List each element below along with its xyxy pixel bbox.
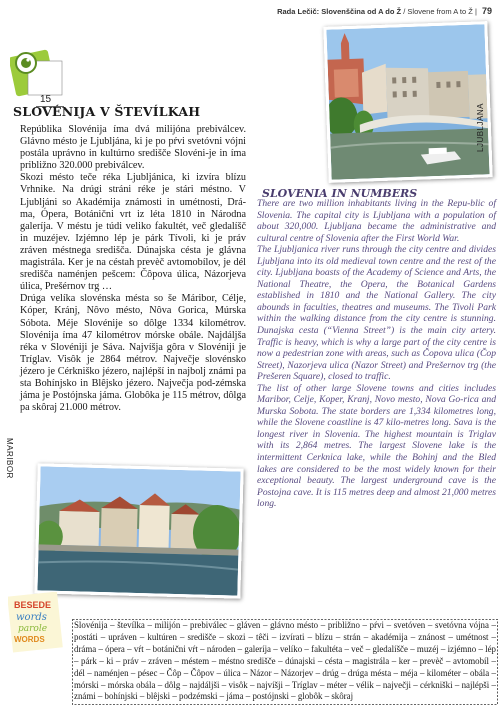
logo-word-words: words bbox=[16, 612, 47, 623]
lesson-number: 15 bbox=[40, 94, 52, 105]
english-paragraph: The Ljubljanica river runs through the city centre and divides Ljubljana into its old medieval town centre and the rest of the city. Ljubljana boasts of the Academy of Science and Arts, the National Theatre, the Opera, the Botanical Gardens established in 1810 and the National Gallery. The city abounds in faculties, theatres and museums. The Tivoli Park within the walking distance from the city centre is stunning. Dunajska cesta (“Vienna Street”) is the main city artery. Traffic is heavy, which is why a large part of the city centre is now a pedestrian zone with areas, such as Čopova ulica (Čop Street), Nazorjeva ulica (Nazor Street) and Prešernov trg (the Prešeren Square), closed to traffic. bbox=[257, 244, 496, 383]
ljubljana-photo bbox=[323, 21, 492, 183]
maribor-label: MARIBOR bbox=[5, 438, 14, 479]
header-sep: / bbox=[401, 7, 408, 16]
logo-word-besede: BESEDE bbox=[14, 600, 52, 610]
ljubljana-label: LJUBLJANA bbox=[476, 103, 485, 152]
vocabulary-logo-icon bbox=[8, 592, 68, 654]
running-header bbox=[270, 6, 492, 20]
english-paragraph: There are two million inhabitants living in the Repu-blic of Slovenia. The capital city is Ljubljana with a population of about 320,000. Ljubljana became the administrative and cultural centre of Slovenia after the First World War. bbox=[257, 198, 496, 244]
header-book-sl: Slovenščina od A do Ž bbox=[321, 7, 402, 16]
slovene-title: SLOVÉNIJA V ŠTEVÍLKAH bbox=[13, 104, 201, 119]
slovene-paragraph: Repúblika Slovénija íma dvá milijóna prebiválcev. Glávno mésto je Ljubljána, ki je po pŕvi svetóvni vójni postála uprávno in kultúrno središče Slovéni-je in íma približno 320.000 prebiválcev. bbox=[20, 124, 246, 172]
logo-word-parole: parole bbox=[18, 624, 48, 634]
slovene-paragraph: Skozi mésto teče réka Ljubljánica, ki izvíra blízu Vrhnike. Na drúgi stráni réke je stári méstno. V Ljubljáni so Akadémija známosti in umétnosti, Drá-ma, Ópera, Botánični vrt iz léta 1810 in Národna galeríja. V méstu je túdi veliko fakultét, več gledalíšč in muzéjev. Izjémno lép je párk Tívoli, ki je práv zráven méstnega središča. Dúnajska césta je glávna magistrála. Ker je na céstah prevèč avtomobílov, je dél središča naménjen pešcem: Čôpova úlica, Názorjeva úlica, Prešérnov trg … bbox=[20, 172, 246, 293]
header-author: Rada Lečič: bbox=[277, 7, 320, 16]
english-text bbox=[257, 198, 496, 510]
slovene-text bbox=[20, 124, 246, 414]
logo-word-words-caps: WORDS bbox=[14, 635, 45, 644]
maribor-photo-image bbox=[37, 466, 240, 595]
header-book-en: Slovene from A to Ž bbox=[407, 7, 473, 16]
slovene-paragraph: Drúga velíka slovénska mésta so še Máribor, Célje, Kóper, Kránj, Nôvo mésto, Nôva Gorica, Múrska Sóbota. Méje Slovénije so dôlge 1334 kilométrov. Slovénija íma 47 kilométrov mórske obále. Najdáljša réka v Slovéniji je Sáva. Najvíšja gôra v Slovéniji je Tríglav. Visôk je 2864 métrov. Največje slovénsko jézero je Cérkniško jézero, najlépší in najbolj známi pa sta Bohínjsko in Blêjsko jézero. Največja pod-zémska jáma je Postójnska jáma. Globôka je 115 métrov, dôlga pa skôraj 21.000 métrov. bbox=[20, 293, 246, 414]
page-number: 79 bbox=[481, 6, 492, 16]
ljubljana-photo-image bbox=[326, 24, 489, 179]
english-paragraph: The list of other large Slovene towns and cities includes Maribor, Celje, Koper, Kranj, Novo mesto, Nova Go-rica and Murska Sobota. The state borders are 1,334 kilometres long, while the Slovene coastline is 47 kilo-metres long. Sava is the longest river in Slovenia. The highest mountain is Triglav with its 2,864 metres. The largest Slovene lake is the intermittent Cerknica lake, while the Bohinj and the Bled lakes are considered to be the most widely known for their exceptional beauty. The largest underground cave is the Postojna cave. It is 115 metres deep and almost 21,000 metres long. bbox=[257, 382, 496, 510]
header-pipe: | bbox=[472, 7, 479, 16]
lesson-badge-icon bbox=[10, 45, 68, 107]
vocabulary-list: Slovénija – števílka – milijón – prebiválec – gláven – glávno mésto – približno – pŕvi – svetóven – svetóvna vójna – postáti – upráven – kultúren – središče – skozi – têči – izvírati – blízu – strán – akadémija – znánost – umétnost – dráma – ópera – vŕt – botánični vŕt – národen – galeríja – velíko – fakultéta – več – gledalíšče – muzéj – izjémno – lép – párk – ki – práv – zráven – méstem – méstno središče – dúnajski – césta – magistrála – ker – prevèč – avtomobíl – dél – naménjen – pésec – Čôp – Čôpov – úlica – Názor – Názorjev – drúg – drúga mésta – méja – kilométer – obála – mórski – mórska obála – dôlg – najdáljši – visôk – najvíšji – Tríglav – méter – vélik – največji – cérkniški – najlépši – známi – bohínjski – blêjski – podzémski – jáma – postójnski – globôk – skôraj bbox=[74, 620, 496, 702]
english-title: SLOVENIA IN NUMBERS bbox=[262, 187, 418, 200]
maribor-photo bbox=[34, 463, 243, 598]
